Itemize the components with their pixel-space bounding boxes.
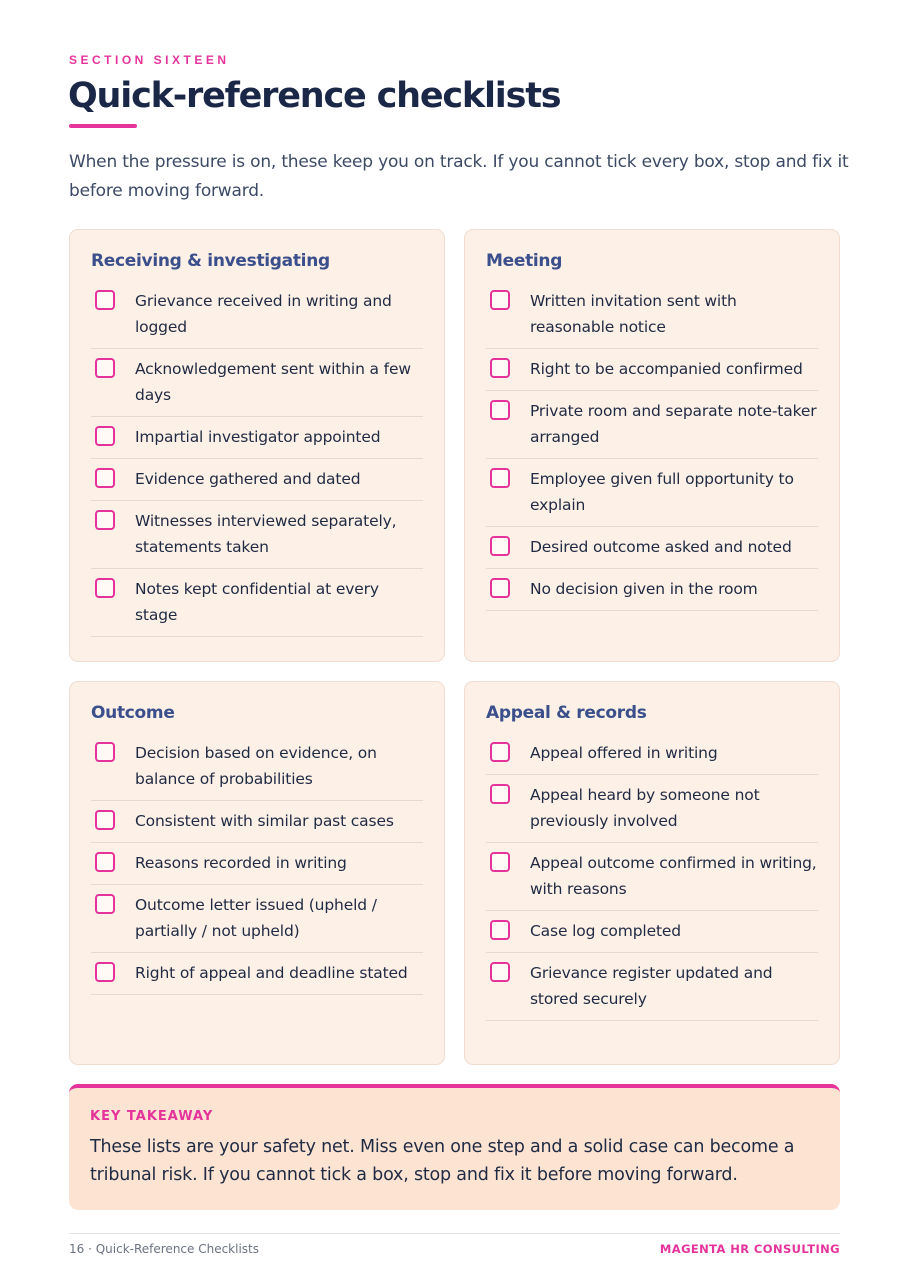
page-title: Quick-reference checklists [68, 76, 561, 116]
checklist-item-label: Appeal heard by someone not previously involved [530, 786, 760, 830]
checkbox[interactable] [490, 578, 510, 598]
checklist-card-appeal [464, 681, 840, 1065]
checklist-item[interactable] [91, 501, 423, 569]
card-heading: Appeal & records [486, 703, 647, 723]
checkbox[interactable] [490, 742, 510, 762]
checklist-item-label: Case log completed [530, 922, 681, 940]
card-heading: Meeting [486, 251, 563, 271]
checklist-item-label: Impartial investigator appointed [135, 428, 381, 446]
card-heading: Outcome [91, 703, 175, 723]
checklist-item-label: Written invitation sent with reasonable notice [530, 292, 737, 336]
checklist-card-meeting [464, 229, 840, 662]
checklist-item-label: Right of appeal and deadline stated [135, 964, 408, 982]
checkbox[interactable] [95, 290, 115, 310]
checkbox[interactable] [490, 962, 510, 982]
checklist-item[interactable] [486, 775, 818, 843]
checklist-item[interactable] [486, 953, 818, 1021]
checklist-item[interactable] [486, 459, 818, 527]
checklist-item-label: Notes kept confidential at every stage [135, 580, 379, 624]
checkbox[interactable] [490, 468, 510, 488]
checklist-item[interactable] [91, 885, 423, 953]
checkbox[interactable] [95, 578, 115, 598]
checkbox[interactable] [95, 510, 115, 530]
checkbox[interactable] [490, 852, 510, 872]
checklist-item[interactable] [486, 281, 818, 349]
checkbox[interactable] [490, 920, 510, 940]
checklist-item[interactable] [91, 349, 423, 417]
checklist-item[interactable] [486, 843, 818, 911]
checklist-item-label: Employee given full opportunity to explain [530, 470, 794, 514]
checkbox[interactable] [95, 468, 115, 488]
checklist-item[interactable] [486, 911, 818, 953]
footer-brand: MAGENTA HR CONSULTING [659, 1242, 840, 1256]
takeaway-text: These lists are your safety net. Miss even one step and a solid case can become a tribunal risk. If you cannot tick a box, stop and fix it before moving forward. [90, 1137, 795, 1185]
takeaway-label: KEY TAKEAWAY [90, 1109, 214, 1124]
checkbox[interactable] [95, 852, 115, 872]
checkbox[interactable] [490, 290, 510, 310]
checklist-item-label: Outcome letter issued (upheld / partially / not upheld) [135, 896, 377, 940]
checklist-item[interactable] [91, 459, 423, 501]
checkbox[interactable] [490, 400, 510, 420]
intro-paragraph: When the pressure is on, these keep you on track. If you cannot tick every box, stop and fix it before moving forward. [69, 152, 849, 201]
checklist-item[interactable] [486, 527, 818, 569]
checklist-item[interactable] [91, 733, 423, 801]
checklist-item[interactable] [486, 569, 818, 611]
checklist-item-label: Grievance received in writing and logged [135, 292, 392, 336]
checklist-item-label: Reasons recorded in writing [135, 854, 347, 872]
checkbox[interactable] [490, 784, 510, 804]
checkbox[interactable] [95, 894, 115, 914]
section-eyebrow: SECTION SIXTEEN [69, 53, 230, 67]
checklist-item[interactable] [486, 349, 818, 391]
footer-page-label: 16 · Quick-Reference Checklists [69, 1242, 260, 1256]
checklist-item[interactable] [486, 733, 818, 775]
checkbox[interactable] [490, 358, 510, 378]
checklist-item[interactable] [91, 569, 423, 637]
checklist-item-label: Private room and separate note-taker arranged [530, 402, 817, 446]
checklist-item[interactable] [91, 801, 423, 843]
checklist-item-label: Grievance register updated and stored securely [530, 964, 773, 1008]
checklist-item-label: No decision given in the room [530, 580, 758, 598]
checklist-item-label: Evidence gathered and dated [135, 470, 361, 488]
title-underline [69, 124, 137, 128]
checklist-card-receiving [69, 229, 445, 662]
checklist-item-label: Appeal offered in writing [530, 744, 718, 762]
checklist-item-label: Appeal outcome confirmed in writing, with reasons [530, 854, 817, 898]
checklist-card-outcome [69, 681, 445, 1065]
key-takeaway-callout [69, 1084, 840, 1210]
checklist-item[interactable] [91, 843, 423, 885]
checklist-item-label: Consistent with similar past cases [135, 812, 394, 830]
checkbox[interactable] [95, 358, 115, 378]
checklist-item-label: Acknowledgement sent within a few days [135, 360, 411, 404]
checklist-item-label: Right to be accompanied confirmed [530, 360, 803, 378]
checkbox[interactable] [490, 536, 510, 556]
footer-divider [69, 1233, 840, 1234]
checklist-item-label: Decision based on evidence, on balance of probabilities [135, 744, 377, 788]
checklist-item[interactable] [91, 417, 423, 459]
checkbox[interactable] [95, 426, 115, 446]
checklist-item-label: Witnesses interviewed separately, statements taken [135, 512, 397, 556]
card-heading: Receiving & investigating [91, 251, 330, 271]
checkbox[interactable] [95, 742, 115, 762]
checklist-item[interactable] [91, 953, 423, 995]
checklist-item-label: Desired outcome asked and noted [530, 538, 792, 556]
checklist-item[interactable] [486, 391, 818, 459]
checkbox[interactable] [95, 962, 115, 982]
checkbox[interactable] [95, 810, 115, 830]
checklist-item[interactable] [91, 281, 423, 349]
